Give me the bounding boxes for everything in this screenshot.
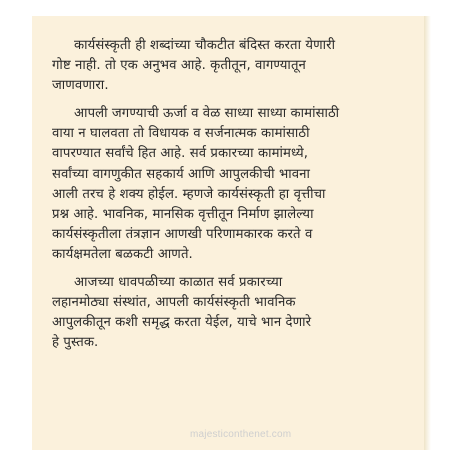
paragraph-line: वाया न घालवता तो विधायक व सर्जनात्मक कामांसाठी xyxy=(52,126,310,142)
paragraph-2 xyxy=(52,104,402,265)
paragraph-line: प्रश्न आहे. भावनिक, मानसिक वृत्तीतून निर्माण झालेल्या xyxy=(52,206,314,222)
paragraph-1 xyxy=(52,36,402,96)
paragraph-line: आजच्या धावपळीच्या काळात सर्व प्रकारच्या xyxy=(74,275,283,291)
paragraph-line: गोष्ट नाही. तो एक अनुभव आहे. कृतीतून, वागण्यातून xyxy=(52,58,306,74)
watermark-text: majesticonthenet.com xyxy=(190,429,292,440)
paragraph-line: आपुलकीतून कशी समृद्ध करता येईल, याचे भान देणारे xyxy=(52,315,312,331)
paragraph-line: लहानमोठ्या संस्थांत, आपली कार्यसंस्कृती भावनिक xyxy=(52,295,296,311)
paragraph-line: जाणवणारा. xyxy=(52,78,109,94)
paragraph-line: कार्यसंस्कृतीला तंत्रज्ञान आणखी परिणामकारक करते व xyxy=(52,226,313,242)
paragraph-line: वापरण्यात सर्वांचे हित आहे. सर्व प्रकारच्या कामांमध्ये, xyxy=(52,146,309,162)
paragraph-line: आली तरच हे शक्य होईल. म्हणजे कार्यसंस्कृती हा वृत्तीचा xyxy=(52,186,326,202)
blurb-text xyxy=(52,36,402,361)
paragraph-line: कार्यक्षमतेला बळकटी आणते. xyxy=(52,246,193,262)
paragraph-line: कार्यसंस्कृती ही शब्दांच्या चौकटीत बंदिस्त करता येणारी xyxy=(74,38,336,53)
paragraph-line: आपली जगण्याची ऊर्जा व वेळ साध्या साध्या कामांसाठी xyxy=(74,106,340,122)
paragraph-line: हे पुस्तक. xyxy=(52,335,99,351)
paragraph-3 xyxy=(52,273,402,353)
paragraph-line: सर्वांच्या वागणुकीत सहकार्य आणि आपुलकीची भावना xyxy=(52,166,311,182)
